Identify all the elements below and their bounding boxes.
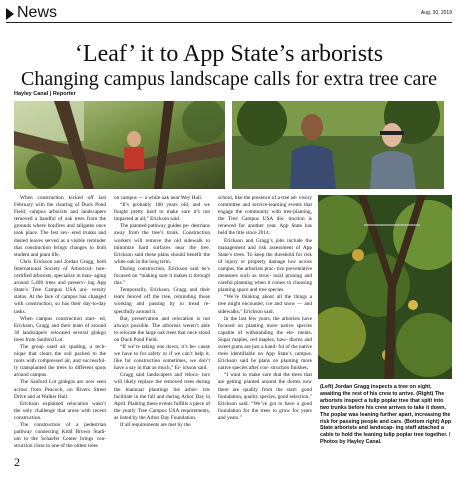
- paragraph: on campus — a white oak near Wey Hall.: [114, 195, 203, 201]
- paragraph: The construction of a pedestrian pathway connecting Kidd Brown Stadi- um to the Schaefer Center brings con- struction close to one of the oldest trees: [14, 422, 106, 450]
- photo-caption: (Left) Jordan Gragg inspects a tree on sight, awaiting the rest of his crew to arrive. (Right) The arborists inspect a tulip poplar tree that split into two trunks before his crew arrives to take it down. The poplar was leaning further apart, increasing the risk for passing people and cars. (Bottom right) App State arborists and landscap- ing staff attached a cable to hold the leaning tulip poplar tree together. / Photos by Hayley Canal.: [320, 384, 452, 446]
- byline: Hayley Canal | Reporter: [14, 91, 76, 97]
- issue-date: Aug. 30, 2019: [420, 10, 452, 16]
- section-name: News: [17, 4, 58, 21]
- paragraph: Chris Erickson and Jordan Gragg, both International Society of Arboricul- ture-certified arborists, specialize in man- aging around 5,400 trees and preserv- ing App State’s Tree Campus USA uni- versity status. At the face of campus has changed with construction, so has their day-to-day tasks.: [14, 258, 106, 315]
- paragraph: “We’re thinking about all the things a tree might encounter, ice and snow — and sidewalks,” Erickson said.: [218, 294, 312, 315]
- subheadline: Changing campus landscape calls for extra tree care: [21, 68, 437, 90]
- paragraph: When construction kicked off last February with the clearing of Duck Pond Field, campus arborists and landscapers removed a handful of oak trees from the grounds where bonfires and tailgates once took place. The fest sev- ered trunks and dusted leaves served as a visible reminder that construction brings changes to both student and plant life.: [14, 195, 106, 258]
- paragraph: In the last few years, the arborists have focused on planting more native species capable of withstanding the ele- ments. Sugar maples, red maples, haw- thorns and sweet gums are just a hand- ful of the native trees identifiable on App State’s campus. Erickson said he plans on planting more native species after con- struction finishes.: [218, 315, 312, 372]
- paragraph: When campus construction start- ed, Erickson, Gragg and their team of around 30 landscapers relocated several ginkgo trees from Sanford Lot.: [14, 315, 106, 343]
- paragraph: “If we’re taking one down, it’s be- cause we have to for safety or if we can’t help it, like for construction sometimes, we don’t have a say in that as much,” Er- ickson said.: [114, 343, 210, 372]
- paragraph: Erickson and Gragg’s jobs include the management and risk assessment of App State’s trees. To keep the threshold for risk of injury or property damage low across campus, the arborists prac- tice preventative measures such as struc- tural pruning and careful planning when it comes to choosing planting space and tree species.: [218, 237, 312, 294]
- paragraph: If all requirements are met by the: [120, 422, 191, 428]
- paragraph: “I want to make sure that the trees that are getting planted around the dorms now there are quality from the start: good foundation, quality species, good selection,” Erickson said. “We’ve got to have a good foundation for the trees to grow for years and years.”: [218, 372, 312, 421]
- paragraph: Erickson explained relocation wasn’t the only challenge that arose with recent construction.: [14, 400, 106, 421]
- paragraph: school, like the presence of a tree ad- visory committee and service-learning events that engage the community with tree-planting, the Tree Campus USA dis- tinction is renewed for another year. App State has held the title since 2014.: [218, 195, 312, 237]
- headline: ‘Leaf’ it to App State’s arborists: [74, 41, 384, 67]
- paragraph: Gragg said landscapers and reloca- tors will likely replace the removed trees during the biannual plantings the arbor- ists facilitate in the fall and during Arbor Day in April. Planting these events fulfills a piece of the yearly Tree Campus USA requirements, as listed by the Arbor Day Foundation.: [114, 372, 210, 421]
- paragraph: The Sanford Lot ginkgos are now seen across from Peacock, on Rivers Street Drive and at Walker Hall.: [14, 379, 106, 400]
- paragraph: “It’s probably 100 years old, and we fought pretty hard to make sure it’s not impacted at all,” Erickson said.: [114, 202, 210, 223]
- paragraph: The group used air spading, a tech- nique that clears the soil packed to the roots with compressed air, and successful- ly transplanted the trees to different spots around campus.: [14, 343, 106, 379]
- photo-left-arborist: [14, 101, 225, 189]
- play-arrow-icon: [6, 8, 14, 20]
- paragraph: Temporarily, Erickson, Gragg and their team fenced off the tree, reminding those working and passing by to tread re- spectfully around it.: [114, 287, 210, 315]
- paragraph: But, preservation and relocation is not always possible. The arborists weren’t able to relocate the large oak trees that once stood on Duck Pond Field.: [114, 315, 210, 343]
- photo-bottom-tulip-poplar: [318, 195, 452, 379]
- article-column-1: [14, 195, 106, 450]
- photo-right-arborists: [232, 101, 444, 189]
- paragraph: During construction, Erickson said he’s focused on “making sure it makes it through this.”: [114, 265, 210, 287]
- article-column-2: [114, 195, 210, 429]
- page-number: 2: [14, 455, 20, 469]
- section-header: [6, 6, 452, 23]
- article-column-3: [218, 195, 312, 422]
- paragraph: The planned pathway guides pe- destrians away from the tree’s trunk. Construction workers will remove the old sidewalk to minimize hard surfaces near the tree. Erickson said these plans should benefit the white oak in the long term.: [114, 223, 210, 265]
